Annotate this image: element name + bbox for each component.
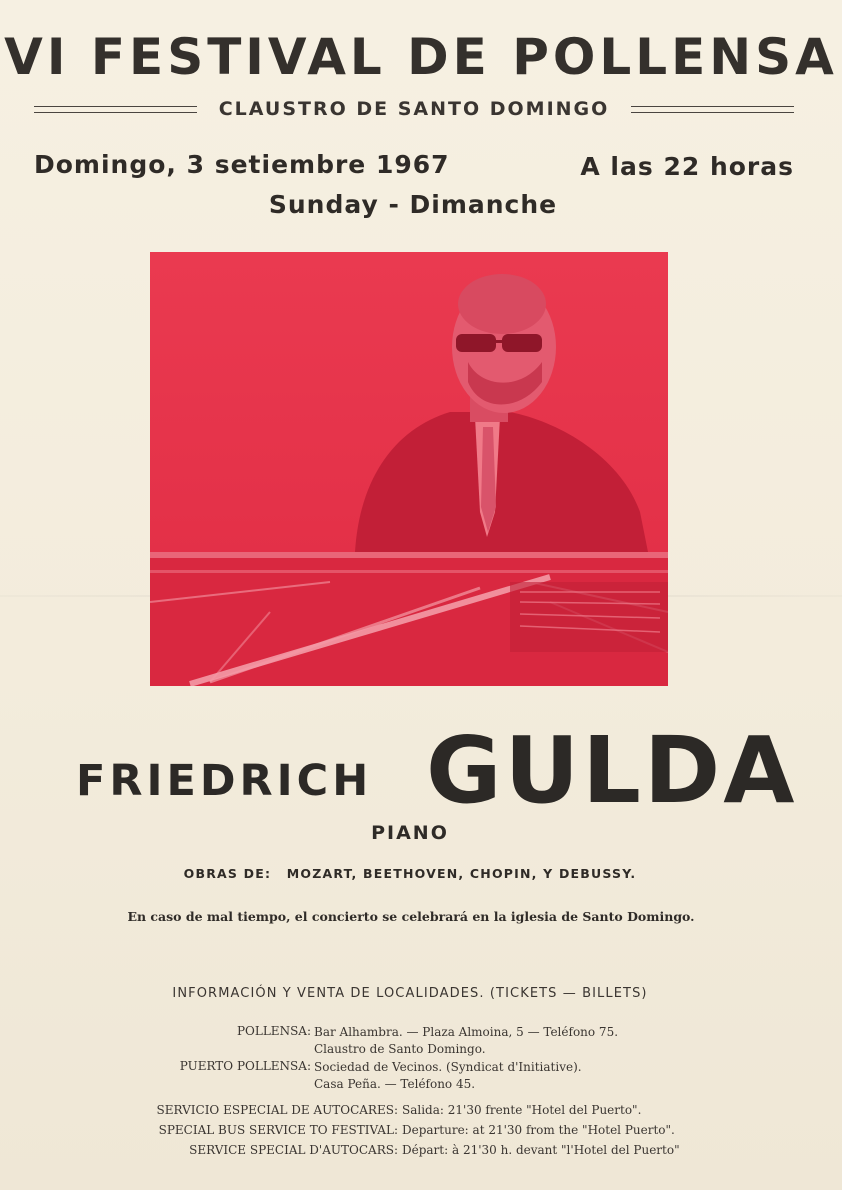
bus-service-label: SERVICIO ESPECIAL DE AUTOCARES:: [156, 1103, 398, 1117]
instrument: PIANO: [371, 822, 449, 844]
location-line: Casa Peña. — Teléfono 45.: [314, 1077, 476, 1091]
info-heading: INFORMACIÓN Y VENTA DE LOCALIDADES. (TICKETS — BILLETS): [172, 986, 648, 1001]
venue-name: CLAUSTRO DE SANTO DOMINGO: [218, 98, 610, 120]
location-pollensa: [171, 1024, 618, 1058]
location-line: Bar Alhambra. — Plaza Almoina, 5 — Teléfono 75.: [314, 1025, 619, 1039]
location-puerto-pollensa: [171, 1059, 582, 1093]
bus-service-row: [148, 1140, 680, 1160]
bus-service-text: Salida: 21'30 frente "Hotel del Puerto".: [402, 1103, 642, 1117]
location-line: Claustro de Santo Domingo.: [314, 1042, 486, 1056]
works-label: OBRAS DE:: [183, 866, 272, 881]
performer-last-name: GULDA: [426, 717, 798, 824]
bus-service-row: [148, 1100, 680, 1120]
pianist-photo-illustration: [150, 252, 668, 686]
location-name: PUERTO POLLENSA:: [179, 1059, 311, 1073]
right-double-rule: [631, 106, 794, 113]
festival-title: VI FESTIVAL DE POLLENSA: [4, 28, 838, 86]
bus-service-label: SERVICE SPECIAL D'AUTOCARS:: [189, 1143, 398, 1157]
concert-time: A las 22 horas: [580, 152, 794, 181]
works-line: [0, 866, 820, 881]
venue-row: [34, 96, 794, 122]
works-composers: MOZART, BEETHOVEN, CHOPIN, Y DEBUSSY.: [286, 866, 637, 881]
left-double-rule: [34, 106, 197, 113]
day-translations: Sunday - Dimanche: [268, 190, 558, 219]
bus-service-label: SPECIAL BUS SERVICE TO FESTIVAL:: [158, 1123, 398, 1137]
location-name: POLLENSA:: [236, 1024, 311, 1038]
performer-first-name: FRIEDRICH: [76, 756, 373, 806]
bus-service-row: [148, 1120, 680, 1140]
weather-note: En caso de mal tiempo, el concierto se celebrará en la iglesia de Santo Domingo.: [127, 909, 695, 924]
bus-service-text: Départ: à 21'30 h. devant "l'Hotel del Puerto": [402, 1143, 680, 1157]
bus-service-text: Departure: at 21'30 from the "Hotel Puerto".: [402, 1123, 675, 1137]
concert-date: Domingo, 3 setiembre 1967: [34, 150, 450, 179]
location-line: Sociedad de Vecinos. (Syndicat d'Initiative).: [314, 1060, 582, 1074]
pianist-photo: [150, 252, 668, 686]
bus-services: [148, 1100, 680, 1160]
